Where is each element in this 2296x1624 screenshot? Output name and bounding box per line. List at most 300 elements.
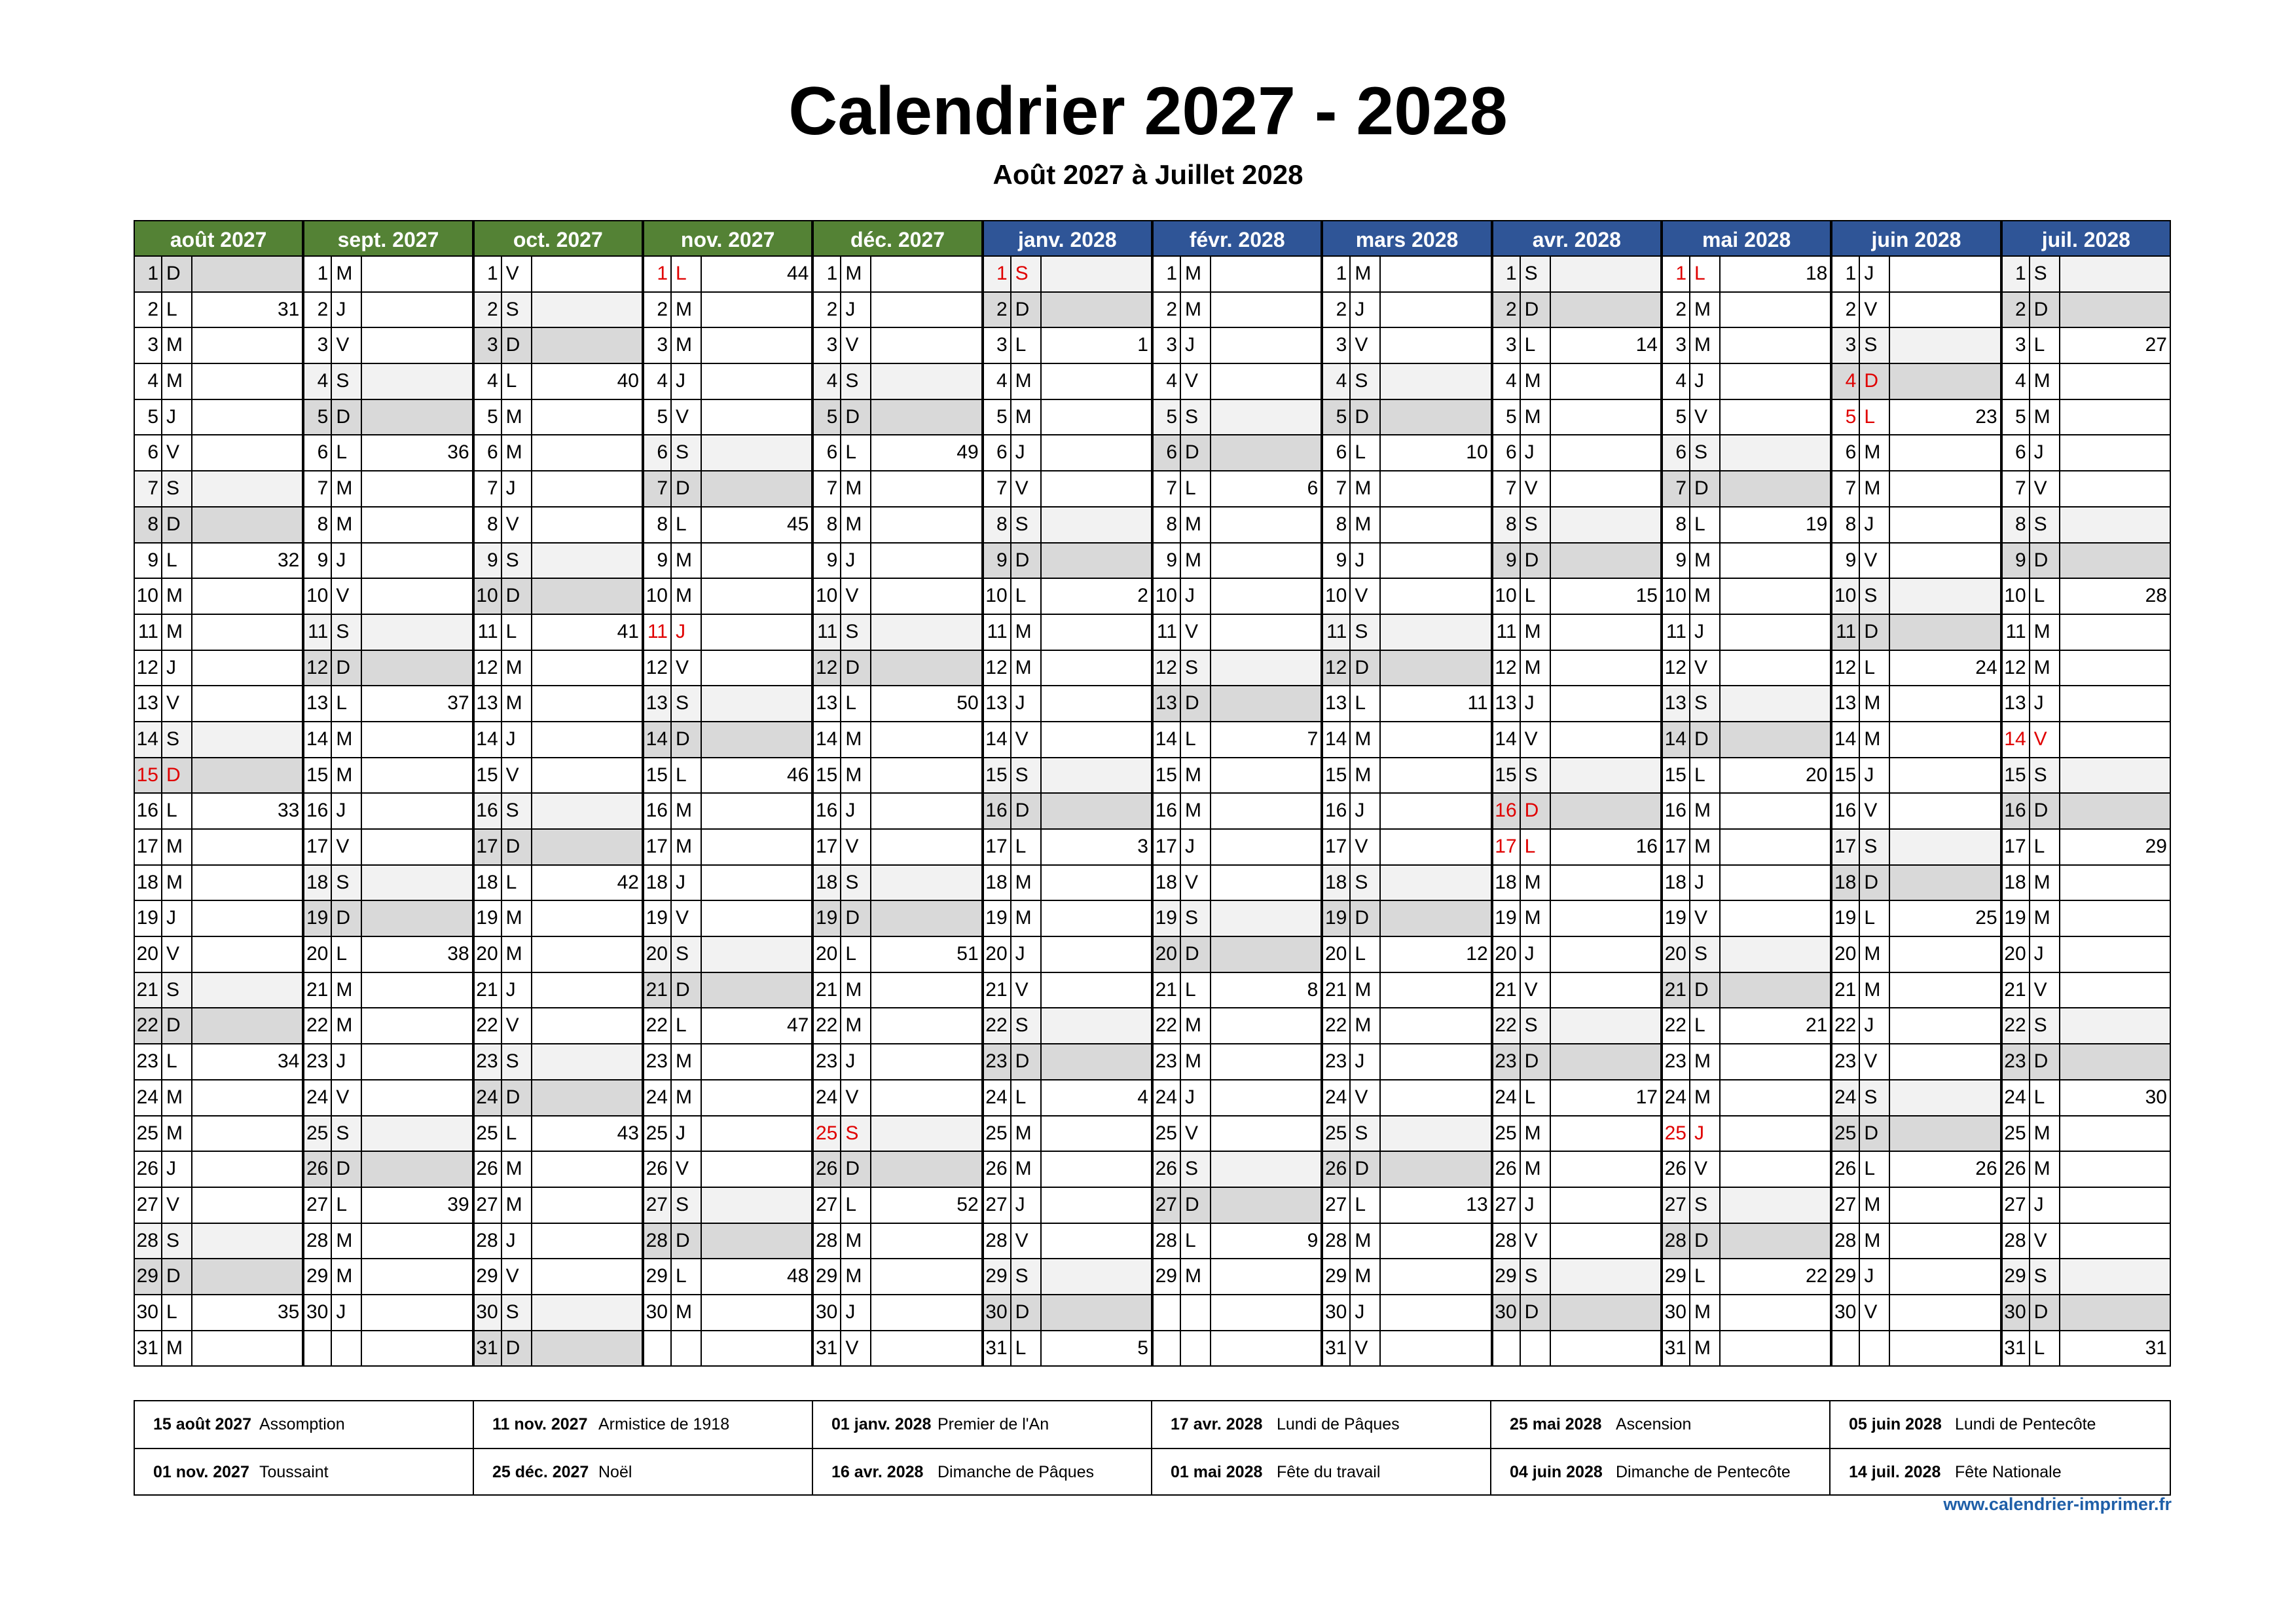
day-number: 1 [1663,257,1690,291]
day-number: 30 [1832,1295,1860,1330]
week-number [2060,794,2170,828]
day-row [1662,1224,1831,1260]
day-row [473,651,643,687]
day-row [1322,1044,1491,1080]
day-row [134,937,303,973]
day-row [812,579,982,615]
day-number: 21 [1832,973,1860,1008]
day-letter: M [1521,866,1551,900]
week-number [192,328,302,363]
day-number: 3 [475,328,502,363]
day-letter [672,1331,702,1366]
week-number: 18 [1805,263,1828,284]
month-column [473,220,643,1367]
day-row [1831,830,2001,866]
week-number [192,1224,302,1259]
week-number [1890,830,1999,864]
day-number: 3 [1493,328,1521,363]
day-row [1831,1116,2001,1153]
day-row [812,471,982,507]
week-number: 41 [617,620,639,642]
week-number [1890,1331,1999,1366]
day-letter: M [1690,579,1721,614]
week-number [362,1044,471,1079]
holiday-column [474,1401,813,1494]
day-number: 26 [1323,1152,1351,1187]
week-number [1721,1044,1830,1079]
day-number: 28 [1663,1224,1690,1259]
week-number [2060,507,2170,542]
week-number [1042,1188,1151,1223]
day-row [1662,794,1831,830]
day-number: 9 [304,544,332,578]
week-number [871,1259,981,1294]
week-number [1211,435,1321,470]
day-row [1492,1116,1662,1153]
month-column [983,220,1152,1367]
day-number: 10 [135,579,162,614]
day-row [983,758,1152,794]
day-number: 11 [644,615,672,650]
day-number: 1 [644,257,672,291]
holiday-date: 16 avr. 2028 [831,1463,924,1481]
week-number [362,328,471,363]
day-row [1662,686,1831,722]
day-letter: V [2030,471,2060,506]
day-number: 4 [984,364,1011,399]
day-letter: M [1011,901,1042,936]
day-letter: S [1521,758,1551,793]
day-number: 7 [1323,471,1351,506]
day-letter: S [2030,1008,2060,1043]
day-number: 21 [814,973,841,1008]
day-letter: S [672,435,702,470]
day-number [1832,1331,1860,1366]
week-number [192,1331,302,1366]
day-number: 6 [135,435,162,470]
day-row [1152,901,1322,937]
day-row [1831,544,2001,580]
month-header: déc. 2027 [812,220,982,257]
week-number [1042,1152,1151,1187]
day-letter: M [1351,471,1381,506]
day-letter: L [2030,830,2060,864]
day-letter: L [672,257,702,291]
week-number [1721,544,1830,578]
week-number: 10 [1466,441,1488,464]
day-row [812,1188,982,1224]
day-row [473,328,643,364]
month-column [134,220,303,1367]
day-letter: M [1690,794,1721,828]
day-row [643,364,812,400]
day-row [812,400,982,436]
day-row [983,901,1152,937]
week-number [1211,1295,1321,1330]
day-row [1322,758,1491,794]
day-letter: M [162,579,192,614]
day-row [983,1259,1152,1295]
day-row [812,1295,982,1331]
week-number [1381,507,1490,542]
day-row [812,544,982,580]
day-row [643,257,812,293]
day-letter: D [841,651,871,686]
week-number [1721,328,1830,363]
day-letter: S [841,1116,871,1151]
week-number [192,686,302,721]
week-number: 46 [786,764,809,786]
week-number: 25 [1975,907,1997,929]
day-row [643,328,812,364]
day-row [2001,1331,2171,1367]
day-number: 1 [135,257,162,291]
day-letter: J [1690,866,1721,900]
week-number: 31 [277,298,300,320]
week-number [192,471,302,506]
day-row [643,507,812,544]
website-link[interactable]: www.calendrier-imprimer.fr [1943,1494,2172,1514]
day-letter: D [1181,686,1211,721]
day-letter: M [1521,364,1551,399]
day-letter: M [1521,400,1551,435]
day-letter: M [2030,400,2060,435]
day-number: 19 [135,901,162,936]
day-row [134,1008,303,1044]
day-number: 6 [1154,435,1181,470]
week-number [1890,758,1999,793]
week-number [1042,471,1151,506]
week-number [532,973,642,1008]
day-letter: M [502,435,532,470]
day-number: 26 [304,1152,332,1187]
day-number: 3 [1832,328,1860,363]
day-number: 17 [984,830,1011,864]
day-letter: D [502,1080,532,1115]
day-number: 29 [1493,1259,1521,1294]
day-row [2001,1188,2171,1224]
day-row [303,1044,473,1080]
week-number: 20 [1805,764,1828,786]
day-number: 29 [644,1259,672,1294]
week-number [532,794,642,828]
day-number: 22 [1832,1008,1860,1043]
day-row [134,293,303,329]
day-letter: L [2030,1331,2060,1366]
day-letter: J [1521,435,1551,470]
day-number: 10 [984,579,1011,614]
day-number: 21 [475,973,502,1008]
day-row [812,1116,982,1153]
day-letter: J [2030,686,2060,721]
day-number: 25 [814,1116,841,1151]
week-number: 33 [277,800,300,822]
week-number [1551,1295,1660,1330]
day-row [303,758,473,794]
day-letter: M [332,1008,362,1043]
day-letter: M [672,794,702,828]
day-row [134,1188,303,1224]
day-number: 19 [644,901,672,936]
day-row [812,257,982,293]
day-letter: V [1690,400,1721,435]
day-number: 12 [475,651,502,686]
day-row [473,1224,643,1260]
week-number [532,830,642,864]
week-number [362,830,471,864]
week-number [1042,1224,1151,1259]
day-letter: M [1351,1259,1381,1294]
day-letter: V [841,1080,871,1115]
day-letter: M [1860,686,1890,721]
day-letter: J [332,1295,362,1330]
day-row [1152,758,1322,794]
day-letter: M [162,364,192,399]
day-letter: D [162,257,192,291]
day-number: 7 [135,471,162,506]
day-row [1831,1295,2001,1331]
day-number: 18 [2003,866,2030,900]
day-letter: J [1181,1080,1211,1115]
week-number [1042,901,1151,936]
day-number: 15 [1832,758,1860,793]
day-letter: L [1351,435,1381,470]
day-number: 12 [304,651,332,686]
week-number [1890,937,1999,972]
day-letter: L [672,1259,702,1294]
week-number [1211,901,1321,936]
day-letter: D [1690,471,1721,506]
day-letter: M [1690,830,1721,864]
day-letter: J [1860,758,1890,793]
day-number: 1 [1832,257,1860,291]
day-row [2001,973,2171,1009]
week-number [1381,758,1490,793]
week-number [1551,1008,1660,1043]
week-number [1042,1044,1151,1079]
day-letter: M [672,1295,702,1330]
day-number: 11 [1832,615,1860,650]
day-number: 1 [1154,257,1181,291]
week-number [192,722,302,757]
day-row [134,1295,303,1331]
day-letter: L [1690,507,1721,542]
day-letter: V [1351,830,1381,864]
week-number [192,1080,302,1115]
day-number: 3 [644,328,672,363]
day-letter: M [2030,901,2060,936]
day-letter: V [1521,722,1551,757]
day-letter: L [1690,257,1721,291]
day-letter: V [1690,1152,1721,1187]
day-row [1152,471,1322,507]
day-number: 12 [814,651,841,686]
day-number: 23 [2003,1044,2030,1079]
day-letter: M [841,257,871,291]
day-number: 3 [2003,328,2030,363]
holiday-name: Ascension [1616,1415,1692,1433]
day-number: 25 [1323,1116,1351,1151]
week-number [702,1116,811,1151]
day-number: 28 [304,1224,332,1259]
week-number [532,400,642,435]
week-number [1890,579,1999,614]
month-header: sept. 2027 [303,220,473,257]
day-row [1831,435,2001,471]
week-number [532,901,642,936]
day-number: 23 [1493,1044,1521,1079]
week-number: 40 [617,370,639,392]
day-row [1322,1152,1491,1188]
day-row [1322,400,1491,436]
day-row [134,686,303,722]
day-letter: L [502,364,532,399]
week-number [871,1152,981,1187]
day-letter: J [502,1224,532,1259]
day-row [643,1008,812,1044]
day-row [2001,293,2171,329]
day-row [1322,1331,1491,1367]
day-row [643,1116,812,1153]
holiday-column [813,1401,1152,1494]
day-number: 27 [1323,1188,1351,1223]
day-number: 14 [1832,722,1860,757]
week-number [1721,579,1830,614]
day-number: 2 [1832,293,1860,327]
day-number: 15 [475,758,502,793]
day-letter: M [1181,1259,1211,1294]
day-row [1662,257,1831,293]
day-letter: L [1181,1224,1211,1259]
day-number: 3 [1663,328,1690,363]
day-letter: M [162,1116,192,1151]
day-number: 28 [1832,1224,1860,1259]
week-number: 17 [1635,1086,1658,1108]
day-row [643,400,812,436]
day-row [1831,973,2001,1009]
day-letter: S [502,794,532,828]
week-number [1381,1116,1490,1151]
day-row [134,579,303,615]
day-letter: M [2030,615,2060,650]
day-letter: M [1011,400,1042,435]
day-number: 5 [135,400,162,435]
day-row [1492,794,1662,830]
day-row [1152,830,1322,866]
day-number: 10 [1323,579,1351,614]
day-row [2001,328,2171,364]
day-letter: V [502,257,532,291]
week-number [1551,866,1660,900]
week-number [1551,615,1660,650]
week-number [702,400,811,435]
day-number: 7 [814,471,841,506]
month-column [1662,220,1831,1367]
day-number: 1 [475,257,502,291]
day-row [303,1188,473,1224]
day-row [1662,1080,1831,1116]
day-number: 2 [1663,293,1690,327]
day-number: 22 [1663,1008,1690,1043]
day-number: 21 [1154,973,1181,1008]
day-row [1492,1008,1662,1044]
week-number [1551,293,1660,327]
day-letter: L [841,937,871,972]
day-letter: L [332,1188,362,1223]
week-number [871,471,981,506]
day-number: 30 [984,1295,1011,1330]
day-row [1662,937,1831,973]
day-letter: M [1521,1152,1551,1187]
day-letter: V [1860,293,1890,327]
day-row [1152,1080,1322,1116]
week-number [362,973,471,1008]
day-number: 1 [984,257,1011,291]
day-number: 26 [814,1152,841,1187]
week-number [871,579,981,614]
day-letter: J [841,794,871,828]
day-number: 9 [2003,544,2030,578]
day-letter: V [1860,1295,1890,1330]
day-row [1831,1188,2001,1224]
month-column [1152,220,1322,1367]
day-number: 19 [1493,901,1521,936]
holiday-date: 01 janv. 2028 [831,1415,932,1433]
holiday-name: Armistice de 1918 [598,1415,730,1433]
day-letter: M [1011,651,1042,686]
month-header: févr. 2028 [1152,220,1322,257]
day-letter: S [1011,1008,1042,1043]
day-number: 18 [135,866,162,900]
day-letter: M [162,866,192,900]
day-letter: J [1521,1188,1551,1223]
day-number: 26 [644,1152,672,1187]
week-number [1042,364,1151,399]
day-number: 22 [135,1008,162,1043]
day-number: 22 [644,1008,672,1043]
day-letter: V [502,758,532,793]
day-row [2001,651,2171,687]
day-number: 2 [475,293,502,327]
day-number: 16 [1493,794,1521,828]
day-row [983,1152,1152,1188]
day-row [134,1224,303,1260]
day-number: 15 [2003,758,2030,793]
day-number: 14 [304,722,332,757]
week-number [192,1259,302,1294]
week-number [192,901,302,936]
day-row [1662,1008,1831,1044]
week-number [871,544,981,578]
day-letter: M [162,1080,192,1115]
day-number: 10 [1832,579,1860,614]
day-number: 22 [475,1008,502,1043]
month-column [2001,220,2171,1367]
day-letter: J [1181,830,1211,864]
day-row [134,794,303,830]
day-letter: M [672,830,702,864]
day-number: 20 [135,937,162,972]
day-letter: S [672,937,702,972]
week-number [192,1116,302,1151]
day-letter: S [502,544,532,578]
day-row [812,328,982,364]
day-row [643,651,812,687]
week-number [1211,1008,1321,1043]
day-number: 2 [304,293,332,327]
day-row [812,293,982,329]
day-row [473,1152,643,1188]
